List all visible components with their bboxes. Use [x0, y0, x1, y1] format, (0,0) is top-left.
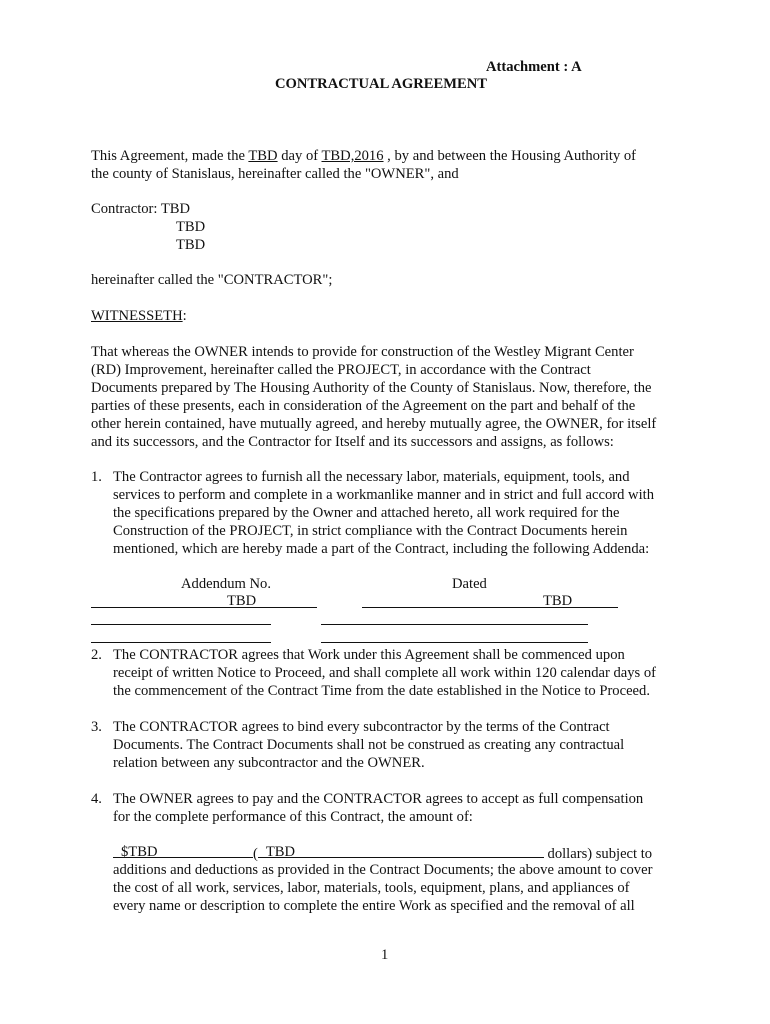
item-1-number: 1. — [91, 469, 102, 485]
hereinafter-contractor: hereinafter called the "CONTRACTOR"; — [91, 272, 333, 288]
intro-month-year-field: TBD,2016 — [321, 148, 384, 164]
intro-post: , by and between the Housing Authority of — [383, 148, 637, 164]
whereas-line: parties of these presents, each in consideration of the Agreement on the part and behalf of the — [91, 398, 636, 414]
item-1-line: Construction of the PROJECT, in strict compliance with the Contract Documents herein — [113, 523, 628, 539]
attachment-label: Attachment : A — [486, 59, 582, 75]
item-4-cont-line: the cost of all work, services, labor, materials, tools, equipment, plans, and appliances of — [113, 880, 630, 896]
addendum-1-number: TBD — [227, 593, 257, 609]
amount-words: TBD — [265, 844, 296, 860]
intro-pre-day: This Agreement, made the — [91, 148, 249, 164]
page-number: 1 — [381, 947, 389, 963]
item-4-number: 4. — [91, 791, 102, 807]
item-2-line: The CONTRACTOR agrees that Work under this Agreement shall be commenced upon — [113, 647, 625, 663]
item-1-line: the specifications prepared by the Owner and attached hereto, all work required for the — [113, 505, 620, 521]
intro-line-1 — [91, 147, 636, 165]
addendum-3-number-line — [91, 642, 271, 643]
whereas-line: and its successors, and the Contractor for Itself and its successors and assigns, as follows: — [91, 434, 614, 450]
addendum-1-date-underline — [362, 607, 618, 608]
intro-mid: day of — [277, 148, 322, 164]
whereas-paragraph — [91, 343, 656, 451]
addendum-1-number-underline — [91, 607, 317, 608]
amount-tail: dollars) subject to — [543, 846, 653, 862]
item-2-line: receipt of written Notice to Proceed, and shall complete all work within 120 calendar days of — [113, 665, 657, 681]
item-4-text — [113, 790, 643, 826]
item-3-text — [113, 718, 624, 772]
addendum-2-date-line — [321, 624, 588, 625]
witnesseth-heading — [91, 307, 187, 325]
witnesseth-colon: : — [182, 308, 187, 324]
item-2-number: 2. — [91, 647, 102, 663]
item-3-line: The CONTRACTOR agrees to bind every subcontractor by the terms of the Contract — [113, 719, 610, 735]
item-2-line: the commencement of the Contract Time from the date established in the Notice to Proceed. — [113, 683, 650, 699]
item-4-continuation — [113, 861, 652, 915]
item-3-line: Documents. The Contract Documents shall not be construed as creating any contractual — [113, 737, 625, 753]
amount-open-paren: ( — [253, 846, 258, 862]
amount-line — [113, 843, 652, 863]
addendum-3-date-line — [321, 642, 588, 643]
addendum-2-number-line — [91, 624, 271, 625]
item-3-line: relation between any subcontractor and the OWNER. — [113, 755, 425, 771]
whereas-line: (RD) Improvement, hereinafter called the PROJECT, in accordance with the Contract — [91, 362, 591, 378]
amount-figure-field — [113, 843, 253, 858]
contractor-line-3: TBD — [176, 237, 206, 253]
item-1-line: mentioned, which are hereby made a part of the Contract, including the following Addenda: — [113, 541, 650, 557]
item-4-cont-line: additions and deductions as provided in the Contract Documents; the above amount to cover — [113, 862, 653, 878]
item-4-cont-line: every name or description to complete the entire Work as specified and the removal of all — [113, 898, 635, 914]
intro-line-2: the county of Stanislaus, hereinafter called the "OWNER", and — [91, 166, 459, 182]
contractor-line-2: TBD — [176, 219, 206, 235]
addendum-no-header: Addendum No. — [181, 576, 271, 592]
amount-words-field — [258, 843, 544, 858]
amount-figure: $TBD — [121, 844, 158, 860]
contractor-line-1 — [91, 200, 190, 218]
contractor-label: Contractor: — [91, 201, 161, 217]
item-1-line: The Contractor agrees to furnish all the necessary labor, materials, equipment, tools, and — [113, 469, 630, 485]
contractor-name: TBD — [160, 201, 191, 217]
item-1-line: services to perform and complete in a workmanlike manner and in strict and full accord with — [113, 487, 655, 503]
item-2-text — [113, 646, 656, 700]
whereas-line: other herein contained, have mutually agreed, and hereby mutually agree, the OWNER, for itself — [91, 416, 657, 432]
whereas-line: That whereas the OWNER intends to provide for construction of the Westley Migrant Center — [91, 344, 634, 360]
item-1-text — [113, 468, 654, 558]
item-3-number: 3. — [91, 719, 102, 735]
dated-header: Dated — [452, 576, 487, 592]
item-4-line: The OWNER agrees to pay and the CONTRACTOR agrees to accept as full compensation — [113, 791, 644, 807]
item-4-line: for the complete performance of this Contract, the amount of: — [113, 809, 473, 825]
addendum-1-date: TBD — [543, 593, 573, 609]
whereas-line: Documents prepared by The Housing Authority of the County of Stanislaus. Now, therefore, the — [91, 380, 652, 396]
intro-day-field: TBD — [248, 148, 278, 164]
document-title: CONTRACTUAL AGREEMENT — [275, 76, 488, 92]
witnesseth-text: WITNESSETH — [91, 308, 183, 324]
